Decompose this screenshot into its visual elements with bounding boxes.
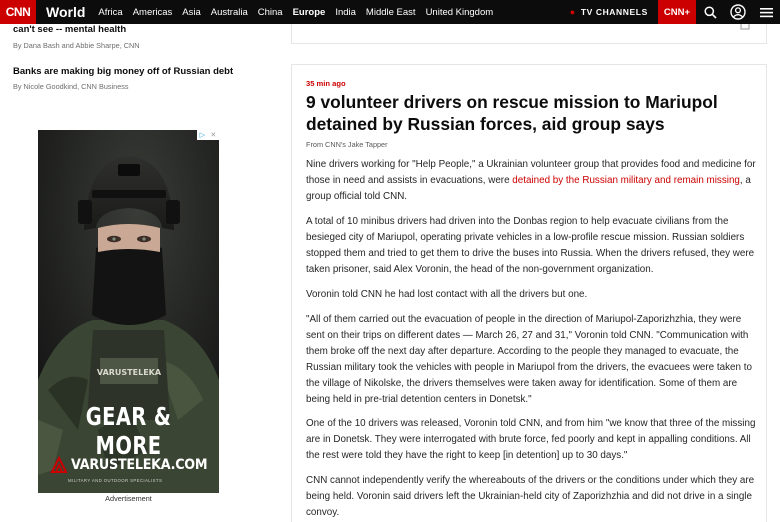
ad-choices-icon[interactable]: ▷ ✕	[197, 130, 219, 140]
nav-link-united-kingdom[interactable]: United Kingdom	[425, 6, 494, 18]
sidebar-story-byline: By Nicole Goodkind, CNN Business	[13, 82, 129, 91]
cnn-logo[interactable]: CNN	[0, 0, 36, 24]
post-paragraph: Voronin told CNN he had lost contact with all the drivers but one.	[306, 289, 588, 300]
ad-brand-name: VARUSTELEKA.COM	[71, 457, 208, 473]
ad-brand-subtitle: MILITARY AND OUTDOOR SPECIALISTS	[68, 478, 163, 483]
post-timestamp: 35 min ago	[306, 79, 346, 88]
advertisement-banner[interactable]	[38, 130, 219, 493]
brand-logo-icon	[50, 456, 68, 474]
tv-channels-label: TV CHANNELS	[580, 7, 648, 17]
post-paragraph: "All of them carried out the evacuation of people in the direction of Mariupol-Zaporizhzhia, they were sent on their trips on different dates — March 26, 27 and 31," Voronin told CNN. "Communication with them broke off the next day after departure. According to the people they managed to evacuate, the Russian military took the vehicles with people in Mariupol from the drivers, the evacuees were taken to the village of Nikolske, the drivers themselves were taken away for identification. Some of them are being held in pre-trial detention centers in Donetsk."	[306, 314, 752, 405]
account-icon[interactable]	[724, 0, 752, 24]
ad-tagline: GEAR & MORE	[85, 402, 172, 460]
nav-link-middle-east[interactable]: Middle East	[365, 6, 416, 18]
post-headline: 9 volunteer drivers on rescue mission to Mariupol detained by Russian forces, aid group says	[306, 92, 718, 134]
post-paragraph: One of the 10 drivers was released, Voronin told CNN, and from him "we know that three of the missing are in Donetsk. They were interrogated with brute force, fed poorly and kept in appalling conditions. All the rest were told they have the right to keep [in detention] up to 30 days."	[306, 418, 756, 461]
cnn-plus-button[interactable]: CNN+	[658, 0, 696, 24]
detained-link[interactable]: detained by the Russian military and remain missing	[512, 174, 740, 186]
menu-icon[interactable]	[752, 0, 780, 24]
previous-post-card	[291, 24, 767, 44]
live-dot-icon: ●	[569, 7, 576, 17]
nav-link-europe[interactable]: Europe	[292, 6, 326, 18]
sidebar-story-title[interactable]: can't see -- mental health	[13, 24, 127, 35]
top-nav	[0, 0, 780, 24]
nav-link-india[interactable]: India	[335, 6, 356, 18]
search-icon[interactable]	[696, 0, 724, 24]
nav-link-americas[interactable]: Americas	[132, 6, 173, 18]
share-icon[interactable]	[740, 24, 750, 30]
nav-link-china[interactable]: China	[257, 6, 283, 18]
nav-link-asia[interactable]: Asia	[182, 6, 201, 18]
sidebar-story-title[interactable]: Banks are making big money off of Russian debt	[13, 66, 234, 77]
post-paragraph: A total of 10 minibus drivers had driven into the Donbas region to help evacuate civilians from the besieged city of Mariupol, operating private vehicles in a low-profile rescue mission. Russian soldiers stopped them and tried to get them to drive the buses into Russia. When the drivers refused, they were taken prisoner, said Alex Voronin, the head of the non-government organization.	[306, 216, 755, 275]
post-paragraph: CNN cannot independently verify the whereabouts of the drivers or the conditions under which they are being held. Voronin said drivers left the Ukrainian-held city of Zaporizhzhia and did not drive in a single convoy.	[306, 475, 755, 518]
paragraph-text: , a group official told CNN.	[306, 174, 751, 202]
ad-label: Advertisement	[105, 494, 152, 503]
post-source: From CNN's Jake Tapper	[306, 140, 388, 149]
nav-link-australia[interactable]: Australia	[210, 6, 248, 18]
sidebar-story-byline: By Dana Bash and Abbie Sharpe, CNN	[13, 41, 140, 50]
paragraph-text: Nine drivers working for "Help People," a Ukrainian volunteer group that provides food and medicine for those in need and assists in evacuations, were	[306, 159, 756, 186]
section-title[interactable]: World	[46, 4, 86, 20]
nav-link-africa[interactable]: Africa	[98, 6, 123, 18]
tv-channels-button[interactable]	[570, 7, 648, 17]
ad-brand	[50, 456, 219, 474]
post-paragraph	[306, 157, 758, 205]
patch-label: VARUSTELEKA	[96, 368, 162, 377]
